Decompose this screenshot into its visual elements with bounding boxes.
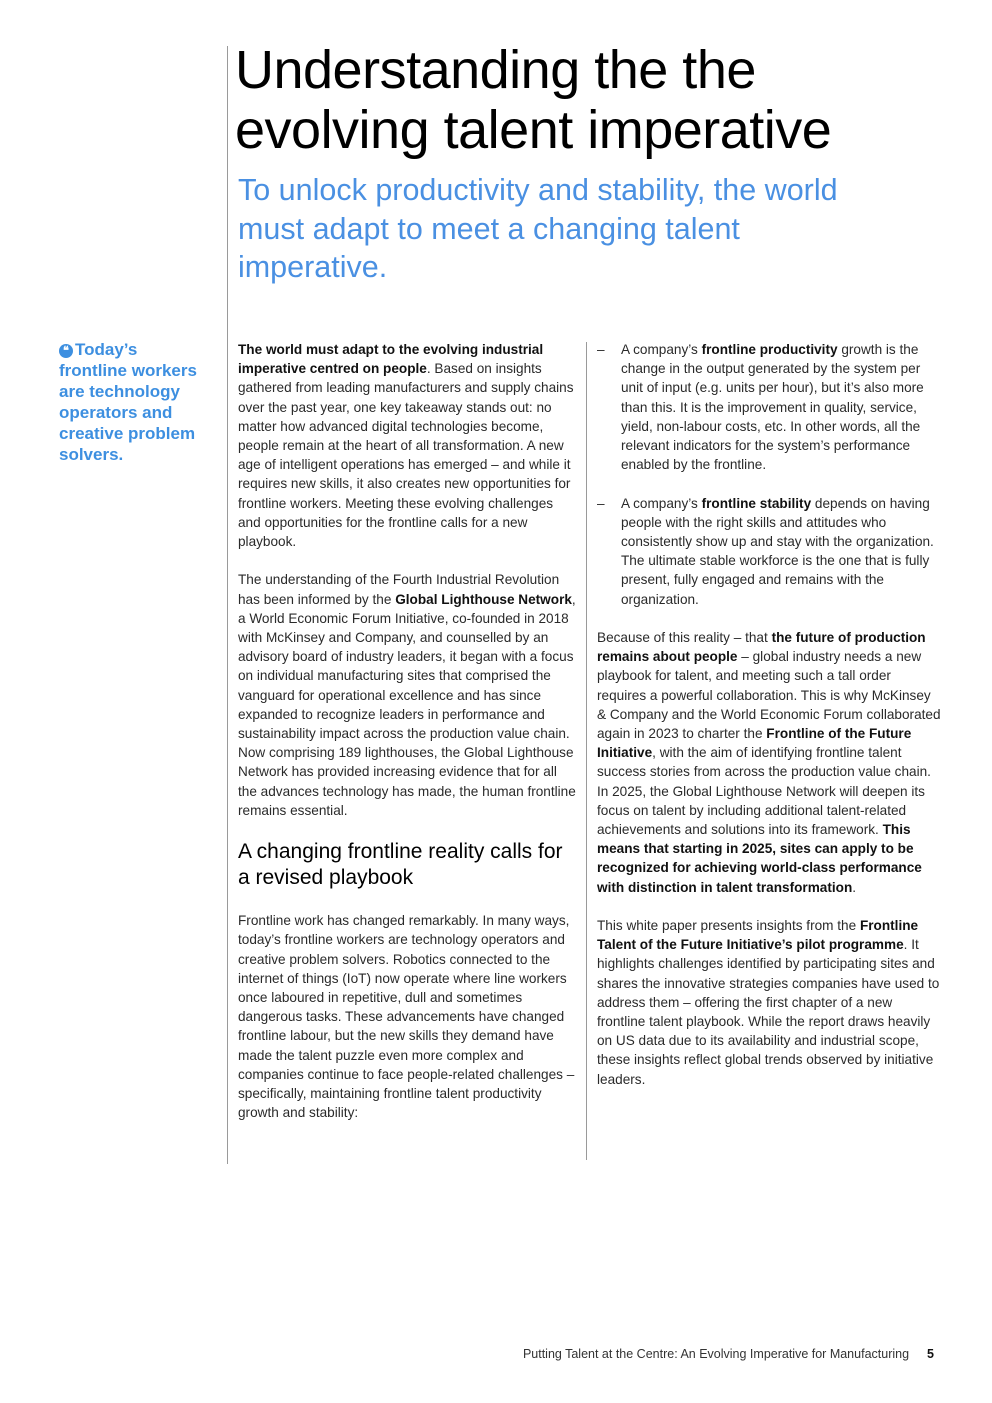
bullet-emphasis: frontline stability (701, 495, 812, 511)
title-rule (227, 46, 228, 1164)
glh-text-1: The understanding of the Fourth Industrial Revolution has been informed by the (238, 572, 560, 607)
reality-emphasis: the future of production remains about people (597, 630, 926, 665)
glh-emphasis: Global Lighthouse Network (395, 591, 572, 607)
page-number: 5 (927, 1347, 934, 1361)
footer-title: Putting Talent at the Centre: An Evolving Imperative for Manufacturing (522, 1347, 910, 1361)
whitepaper-emphasis: Frontline Talent of the Future Initiative’s pilot programme (597, 918, 919, 953)
reality-emphasis: Frontline of the Future Initiative (597, 726, 912, 761)
whitepaper-paragraph (597, 916, 942, 1089)
column-rule (586, 342, 587, 1160)
bullet-dash: – (597, 495, 605, 511)
intro-paragraph (238, 340, 578, 551)
reality-text: , with the aim of identifying frontline talent success stories from across the production value chain. In 2025, the Global Lighthouse Network will deepen its focus on talent by including additional talent-related achievements and solutions into its framework. (597, 745, 931, 838)
pull-quote (59, 339, 209, 465)
reality-text: . (852, 879, 857, 895)
glh-paragraph (238, 570, 578, 820)
bullet-productivity (597, 340, 942, 474)
intro-text: . Based on insights gathered from leading manufacturers and supply chains over the past year, one key takeaway stands out: no matter how advanced digital technologies become, people remain at the heart of all transformation. A new age of intelligent operations has emerged – and while it requires new skills, it also creates new opportunities for frontline workers. Meeting these evolving challenges and opportunities for the frontline calls for a new playbook. (238, 361, 574, 550)
intro-emphasis: The world must adapt to the evolving industrial imperative centred on people (238, 342, 544, 377)
pull-quote-text: Today’s frontline workers are technology operators and creative problem solvers. (59, 340, 197, 464)
reality-text: – global industry needs a new playbook for talent, and meeting such a tall order requires a powerful collaboration. This is why McKinsey & Company and the World Economic Forum collaborated again in 2023 to charter the (597, 649, 941, 742)
bullet-text: growth is the change in the output generated by the system per unit of input (e.g. units per hour), but it’s also more than this. It is the improvement in quality, service, yield, non-labour costs, etc. In other words, all the relevant indicators for the system’s performance enabled by the frontline. (621, 342, 924, 473)
left-column (238, 340, 578, 1142)
page-footer (523, 1347, 934, 1361)
reality-text: Because of this reality – that (597, 630, 772, 646)
bullet-text: depends on having people with the right skills and attitudes who consistently show up and stay with the organization. The ultimate stable workforce is the one that is fully present, fully engaged and remains with the organization. (621, 495, 934, 607)
whitepaper-text: This white paper presents insights from the (597, 918, 860, 934)
bullet-text: A company’s (621, 342, 702, 357)
bullet-stability (597, 494, 942, 609)
bullet-emphasis: frontline productivity (701, 342, 838, 357)
page-title: Understanding the the evolving talent imperative (235, 40, 832, 160)
page-subtitle: To unlock productivity and stability, the world must adapt to meet a changing talent imperative. (238, 173, 838, 284)
quote-icon: ❝ (59, 344, 73, 358)
bullet-dash: – (597, 342, 605, 357)
reality-paragraph (597, 628, 942, 897)
right-column (597, 340, 942, 1108)
bullet-text: A company’s (621, 495, 702, 511)
reality-emphasis: This means that starting in 2025, sites can apply to be recognized for achieving world-class performance with distinction in talent transformation (597, 822, 922, 895)
section-heading: A changing frontline reality calls for a revised playbook (238, 840, 563, 890)
glh-text-2: , a World Economic Forum Initiative, co-founded in 2018 with McKinsey and Company, and counselled by an advisory board of industry leaders, it began with a focus on individual manufacturing sites that comprised the vanguard for operational excellence and has since expanded to recognize leaders in performance and sustainability impact across the production value chain. Now comprising 189 lighthouses, the Global Lighthouse Network has provided increasing evidence that for all the advances technology has made, the human frontline remains essential. (238, 591, 576, 818)
whitepaper-text: . It highlights challenges identified by participating sites and shares the innovative strategies companies have used to address them – offering the first chapter of a new frontline talent playbook. While the report draws heavily on US data due to its availability and industrial scope, these insights reflect global trends observed by initiative leaders. (597, 937, 940, 1087)
frontline-paragraph: Frontline work has changed remarkably. In many ways, today’s frontline workers are technology operators and creative problem solvers. Robotics connected to the internet of things (IoT) now operate where line workers once laboured in repetitive, dull and sometimes dangerous tasks. These advancements have changed frontline labour, but the new skills they demand have made the talent puzzle even more complex and companies continue to face people-related challenges – specifically, maintaining frontline talent productivity growth and stability: (238, 913, 575, 1121)
